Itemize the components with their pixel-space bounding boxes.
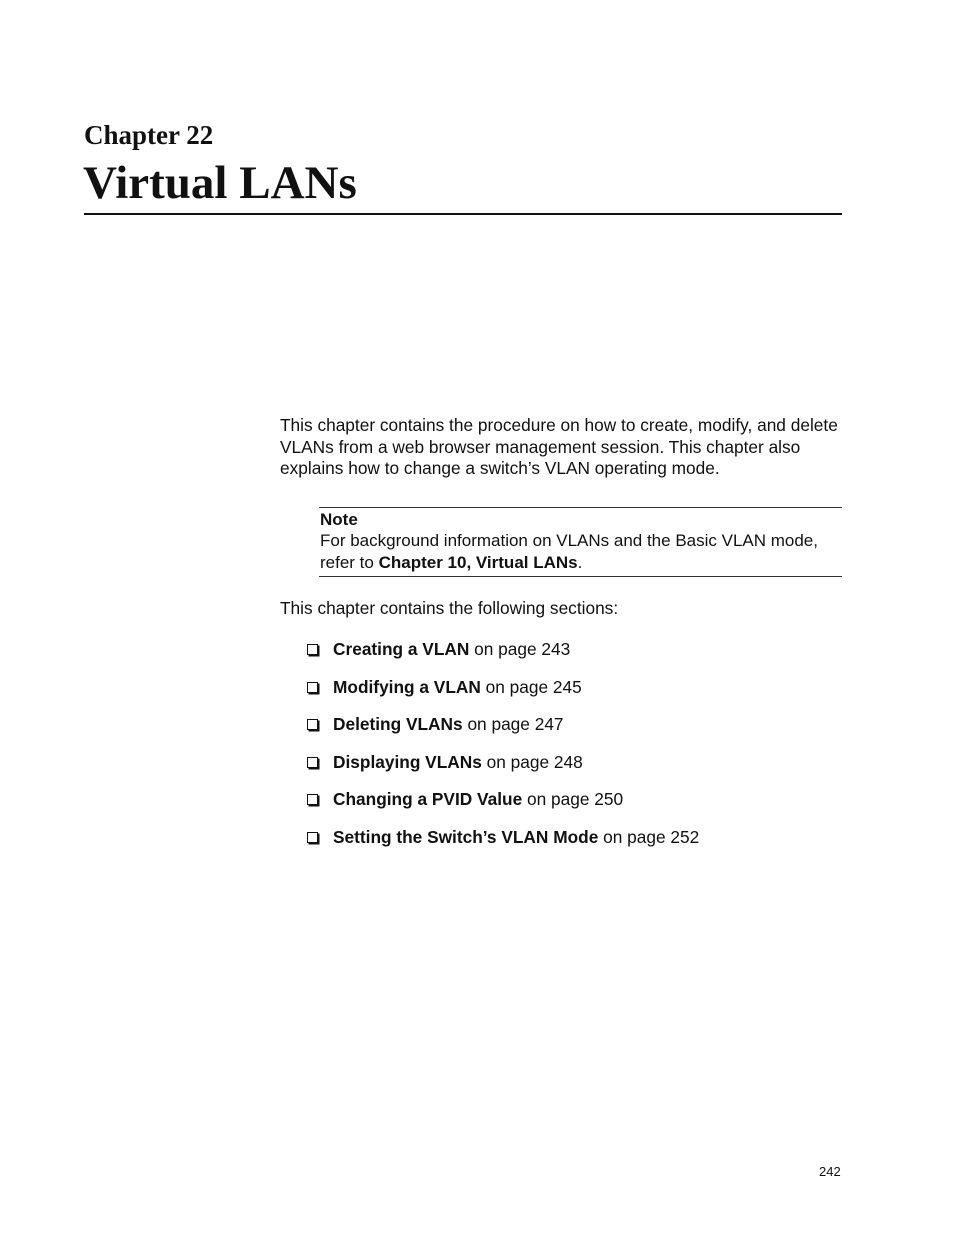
note-reference-link[interactable]: Chapter 10, Virtual LANs <box>378 552 578 572</box>
list-item <box>307 826 699 864</box>
section-link[interactable]: Changing a PVID Value <box>333 789 523 809</box>
page-reference: on page 247 <box>462 714 564 734</box>
section-list <box>307 638 699 863</box>
page-number: 242 <box>819 1164 841 1179</box>
section-link[interactable]: Setting the Switch’s VLAN Mode <box>333 826 599 847</box>
list-item <box>307 713 699 751</box>
page-reference: on page 252 <box>598 826 700 847</box>
section-link[interactable]: Modifying a VLAN <box>333 676 481 697</box>
checkbox-icon <box>307 682 318 693</box>
section-link[interactable]: Deleting VLANs <box>333 714 463 734</box>
checkbox-icon <box>307 719 318 730</box>
section-link[interactable]: Creating a VLAN <box>333 639 470 659</box>
checkbox-icon <box>307 794 318 805</box>
checkbox-icon <box>307 757 318 768</box>
intro-paragraph: This chapter contains the procedure on how to create, modify, and delete VLANs from a web browser management session. This chapter also explains how to change a switch’s VLAN operating mode. <box>280 415 838 478</box>
page-reference: on page 245 <box>480 676 582 697</box>
page-reference: on page 250 <box>522 789 624 809</box>
list-item <box>307 788 699 826</box>
sections-intro: This chapter contains the following sections: <box>280 598 619 618</box>
list-item <box>307 751 699 789</box>
note-text-end: . <box>577 552 583 572</box>
page-reference: on page 243 <box>469 639 571 659</box>
chapter-label: Chapter 22 <box>84 120 214 150</box>
section-link[interactable]: Displaying VLANs <box>333 751 482 772</box>
list-item <box>307 638 699 676</box>
note-heading: Note <box>320 510 358 529</box>
title-rule <box>84 213 842 215</box>
chapter-title: Virtual LANs <box>83 157 357 209</box>
note-text: For background information on VLANs and the Basic VLAN mode, refer to <box>320 531 818 572</box>
checkbox-icon <box>307 644 318 655</box>
list-item <box>307 676 699 714</box>
note-box <box>319 507 842 577</box>
page-reference: on page 248 <box>481 751 583 772</box>
note-body <box>320 530 842 573</box>
checkbox-icon <box>307 832 318 843</box>
